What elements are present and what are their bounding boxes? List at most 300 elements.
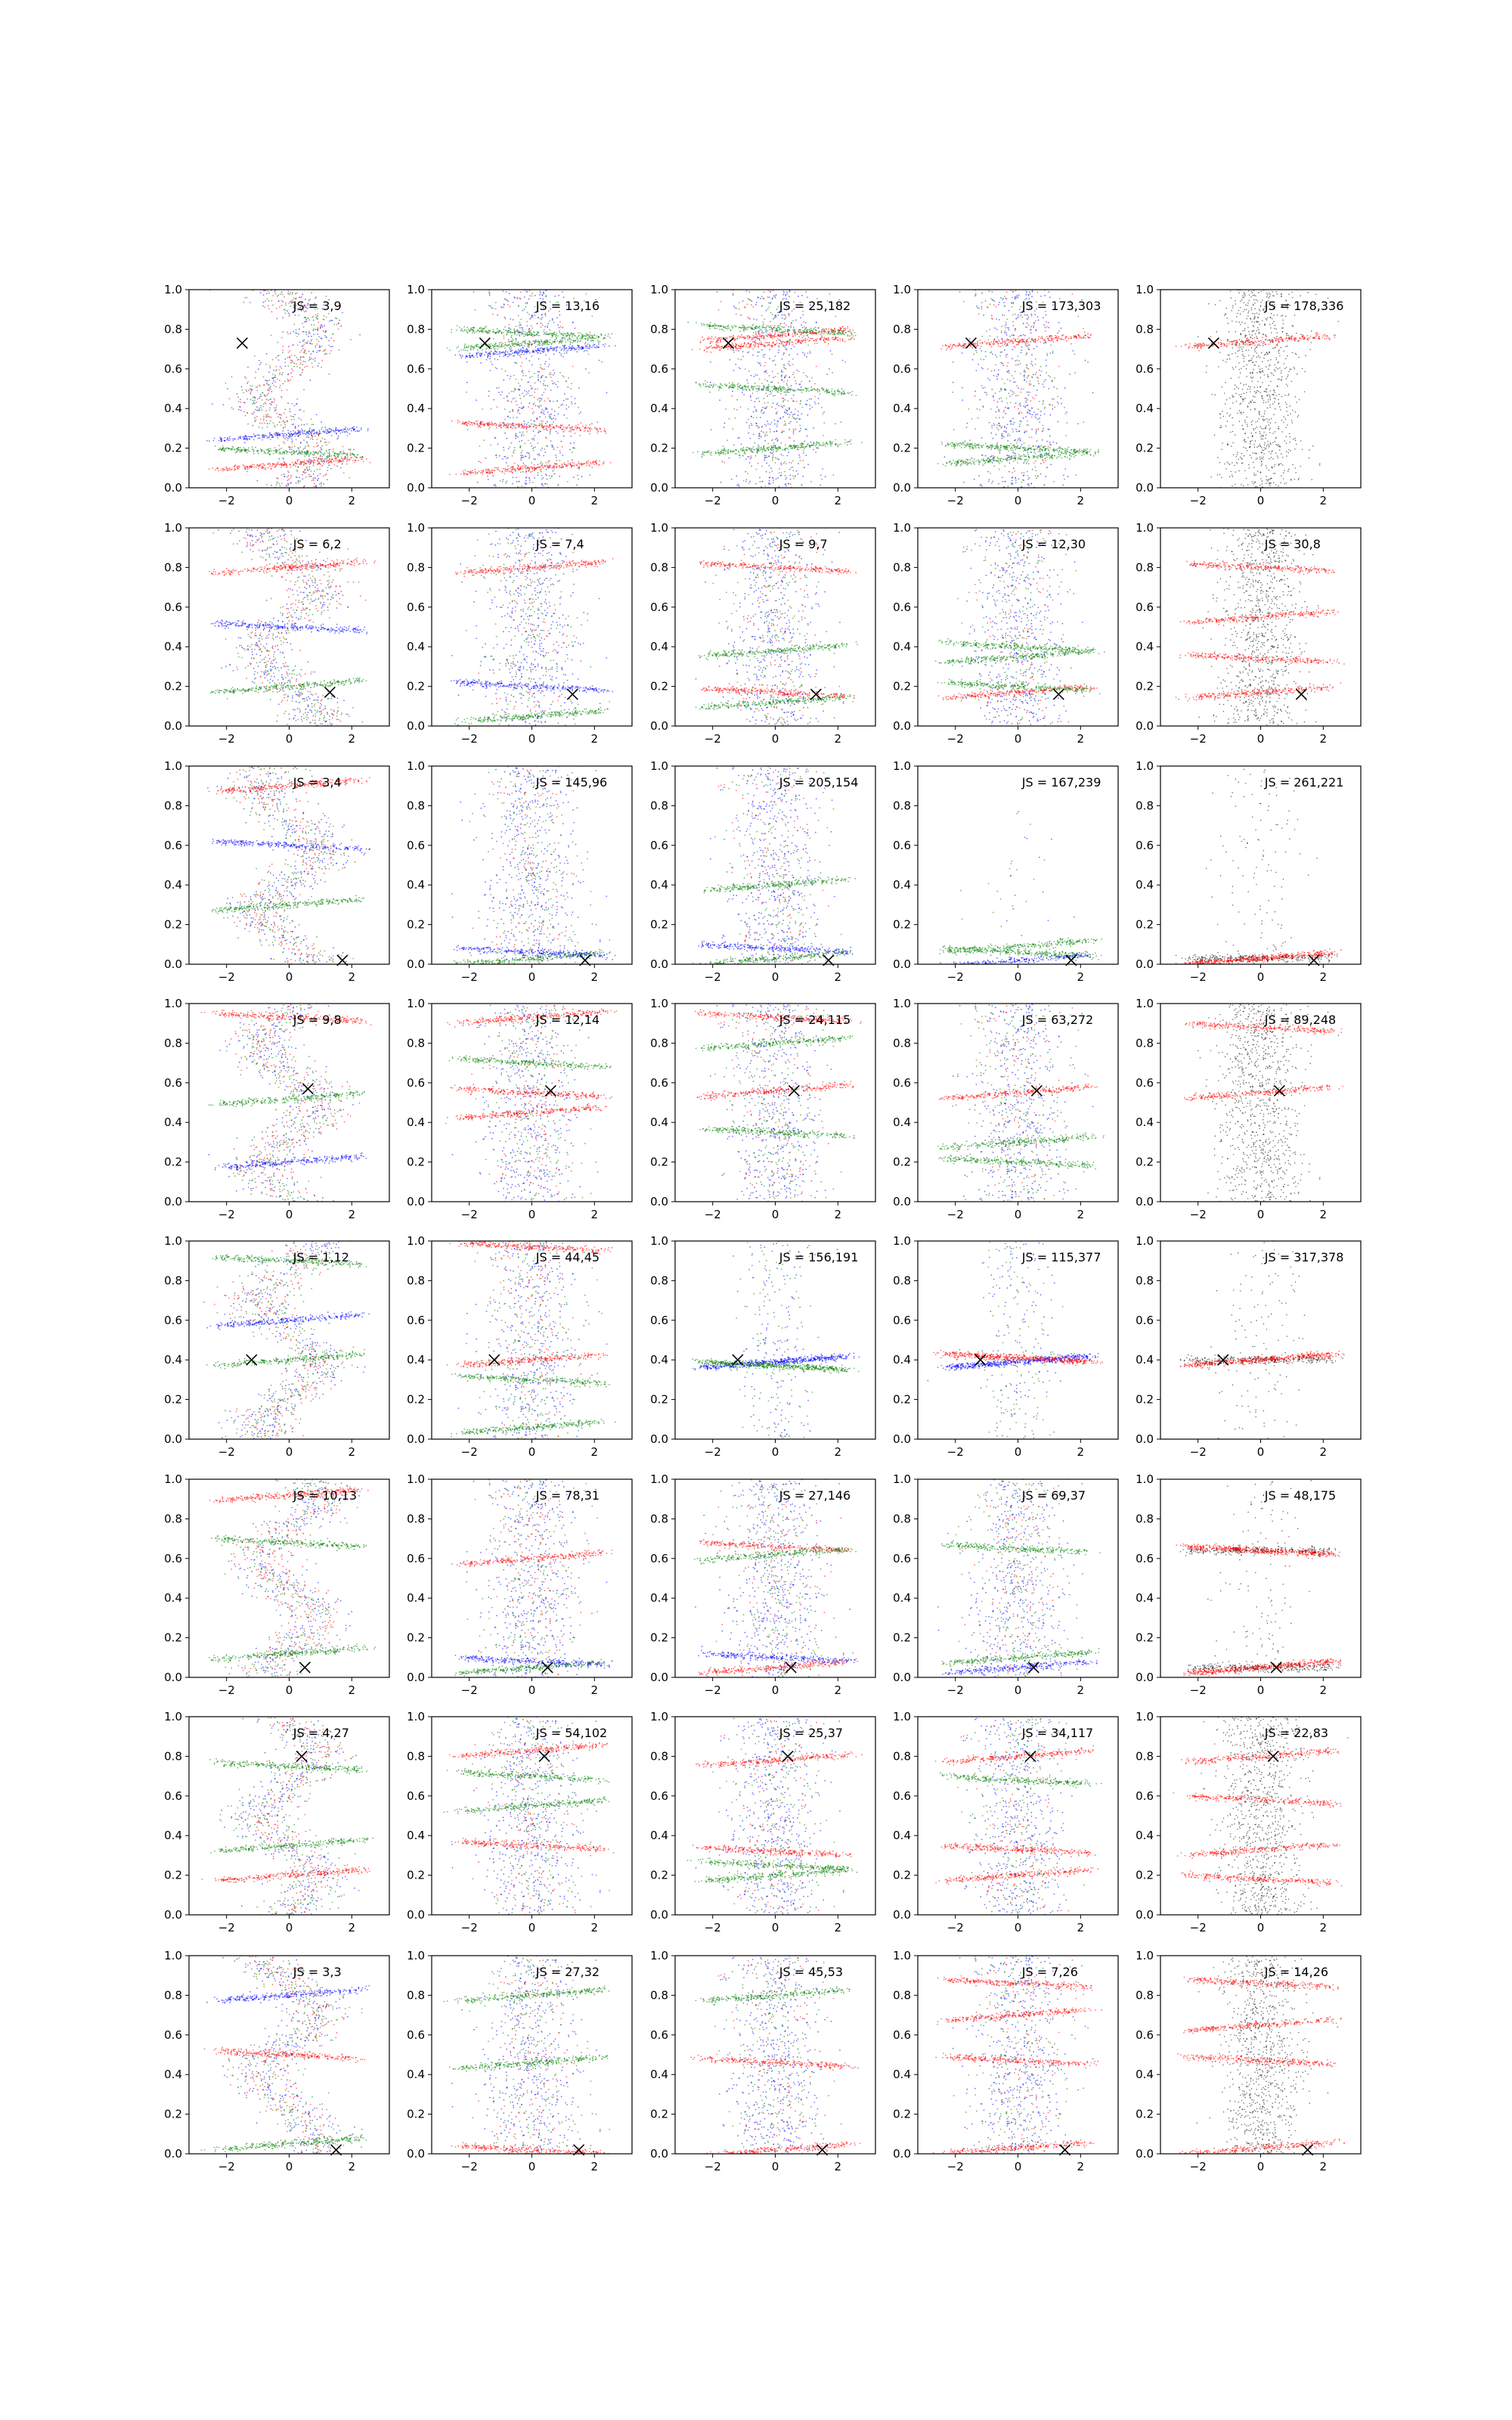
data-point bbox=[781, 442, 782, 444]
data-point bbox=[768, 302, 770, 304]
data-point bbox=[269, 388, 271, 389]
data-point bbox=[356, 427, 358, 428]
data-point bbox=[504, 317, 506, 318]
data-point bbox=[350, 458, 352, 460]
data-point bbox=[810, 481, 812, 482]
data-point bbox=[286, 467, 287, 468]
data-point bbox=[502, 471, 503, 473]
data-point bbox=[822, 330, 823, 331]
data-point bbox=[571, 383, 572, 384]
data-point bbox=[547, 464, 548, 466]
data-point bbox=[499, 424, 500, 426]
data-point bbox=[276, 433, 277, 434]
data-point bbox=[341, 457, 342, 458]
data-point bbox=[505, 342, 507, 343]
data-point bbox=[338, 328, 339, 330]
data-point bbox=[287, 379, 289, 380]
data-point bbox=[749, 462, 751, 464]
data-point bbox=[510, 306, 511, 308]
data-point bbox=[213, 440, 215, 442]
data-point bbox=[816, 321, 817, 323]
data-point bbox=[290, 415, 292, 417]
data-point bbox=[274, 407, 275, 408]
data-point bbox=[297, 345, 299, 346]
data-point bbox=[355, 430, 357, 432]
data-point bbox=[847, 326, 848, 327]
data-point bbox=[483, 439, 485, 441]
data-point bbox=[551, 476, 553, 477]
data-point bbox=[792, 467, 794, 468]
data-point bbox=[733, 352, 735, 353]
data-point bbox=[545, 473, 547, 475]
data-point bbox=[508, 470, 510, 472]
data-point bbox=[796, 401, 798, 402]
data-point bbox=[599, 461, 600, 462]
data-point bbox=[798, 296, 799, 297]
data-point bbox=[752, 335, 754, 337]
data-point bbox=[303, 326, 305, 327]
data-point bbox=[258, 438, 259, 439]
data-point bbox=[789, 354, 790, 355]
data-point bbox=[301, 346, 302, 347]
data-point bbox=[782, 318, 783, 319]
data-point bbox=[709, 392, 711, 393]
data-point bbox=[476, 353, 478, 355]
data-point bbox=[548, 416, 550, 417]
data-point bbox=[739, 455, 741, 456]
data-point bbox=[575, 403, 576, 405]
data-point bbox=[542, 477, 544, 479]
data-point bbox=[524, 464, 525, 466]
data-point bbox=[778, 405, 779, 407]
data-point bbox=[551, 334, 553, 336]
data-point bbox=[560, 353, 562, 355]
data-point bbox=[319, 433, 321, 435]
data-point bbox=[313, 457, 314, 458]
data-point bbox=[793, 478, 795, 479]
data-point bbox=[758, 447, 759, 448]
data-point bbox=[778, 315, 779, 316]
data-point bbox=[764, 337, 765, 338]
data-point bbox=[779, 472, 780, 473]
data-point bbox=[304, 473, 305, 474]
data-point bbox=[274, 425, 275, 427]
data-point bbox=[516, 404, 518, 405]
data-point bbox=[522, 432, 524, 433]
data-point bbox=[559, 460, 560, 461]
data-point bbox=[522, 333, 523, 334]
data-point bbox=[791, 398, 792, 399]
data-point bbox=[553, 448, 555, 450]
data-point bbox=[538, 407, 540, 408]
data-point bbox=[318, 313, 319, 315]
data-point bbox=[565, 336, 567, 337]
data-point bbox=[542, 427, 544, 429]
data-point bbox=[507, 300, 509, 302]
data-point bbox=[752, 341, 754, 343]
data-point bbox=[237, 439, 239, 440]
data-point bbox=[770, 382, 772, 383]
data-point bbox=[284, 473, 285, 475]
data-point bbox=[526, 291, 528, 293]
data-point bbox=[794, 377, 795, 378]
data-point bbox=[522, 463, 524, 464]
data-point bbox=[773, 479, 774, 481]
data-point bbox=[543, 293, 544, 294]
data-point bbox=[516, 417, 518, 418]
data-point bbox=[549, 465, 550, 467]
data-point bbox=[307, 451, 308, 453]
data-point bbox=[544, 380, 545, 382]
data-point bbox=[782, 379, 783, 380]
data-point bbox=[313, 479, 314, 481]
data-point bbox=[743, 330, 745, 331]
data-point bbox=[247, 467, 249, 468]
data-point bbox=[580, 332, 581, 334]
data-point bbox=[777, 373, 779, 374]
data-point bbox=[301, 424, 302, 426]
data-point bbox=[517, 464, 519, 466]
data-point bbox=[771, 422, 773, 424]
data-point bbox=[526, 424, 528, 425]
data-point bbox=[513, 417, 514, 418]
data-point bbox=[521, 350, 522, 352]
data-point bbox=[518, 305, 519, 306]
data-point bbox=[256, 402, 257, 403]
data-point bbox=[491, 421, 492, 423]
data-point bbox=[490, 472, 491, 473]
data-point bbox=[260, 407, 262, 408]
data-point bbox=[547, 467, 549, 468]
data-point bbox=[355, 462, 356, 464]
data-point bbox=[318, 327, 319, 329]
data-point bbox=[303, 356, 305, 358]
data-point bbox=[572, 321, 574, 323]
data-point bbox=[494, 423, 496, 424]
data-point bbox=[254, 355, 256, 357]
data-point bbox=[490, 361, 491, 363]
data-point bbox=[277, 342, 278, 343]
data-point bbox=[340, 325, 342, 327]
data-point bbox=[758, 445, 759, 446]
data-point bbox=[347, 456, 349, 458]
data-point bbox=[755, 374, 757, 376]
data-point bbox=[757, 375, 758, 377]
data-point bbox=[496, 457, 497, 458]
data-point bbox=[511, 469, 513, 470]
data-point bbox=[601, 335, 603, 337]
data-point bbox=[735, 417, 736, 419]
data-point bbox=[314, 358, 316, 359]
data-point bbox=[266, 415, 268, 417]
data-point bbox=[823, 435, 824, 436]
data-point bbox=[282, 463, 284, 464]
data-point bbox=[782, 401, 784, 402]
data-point bbox=[505, 318, 507, 319]
data-point bbox=[351, 430, 352, 432]
data-point bbox=[328, 340, 330, 342]
data-point bbox=[305, 452, 306, 454]
data-point bbox=[268, 414, 269, 415]
data-point bbox=[234, 467, 235, 468]
data-point bbox=[474, 347, 476, 349]
data-point bbox=[246, 399, 248, 400]
data-point bbox=[521, 435, 522, 436]
data-point bbox=[485, 330, 487, 332]
data-point bbox=[760, 417, 761, 418]
data-point bbox=[296, 366, 298, 368]
data-point bbox=[327, 467, 329, 468]
data-point bbox=[520, 445, 522, 447]
data-point bbox=[279, 374, 280, 375]
data-point bbox=[340, 467, 342, 469]
data-point bbox=[475, 309, 476, 311]
data-point bbox=[503, 424, 505, 425]
data-point bbox=[760, 298, 761, 299]
data-point bbox=[528, 346, 530, 348]
data-point bbox=[546, 438, 547, 439]
data-point bbox=[319, 346, 321, 348]
data-point bbox=[761, 332, 763, 334]
data-point bbox=[525, 426, 526, 427]
data-point bbox=[281, 453, 283, 455]
data-point bbox=[510, 353, 511, 355]
data-point bbox=[484, 425, 485, 427]
data-point bbox=[517, 343, 519, 344]
data-point bbox=[552, 341, 553, 343]
data-point bbox=[504, 433, 506, 434]
data-point bbox=[336, 324, 338, 325]
data-point bbox=[272, 463, 274, 464]
data-point bbox=[555, 418, 556, 420]
data-point bbox=[249, 302, 251, 303]
data-point bbox=[476, 331, 477, 333]
data-point bbox=[851, 334, 853, 336]
data-point bbox=[459, 421, 460, 423]
data-point bbox=[295, 432, 296, 433]
data-point bbox=[495, 302, 497, 303]
data-point bbox=[313, 461, 314, 462]
data-point bbox=[456, 330, 457, 331]
data-point bbox=[275, 409, 277, 411]
data-point bbox=[556, 317, 558, 318]
data-point bbox=[558, 414, 559, 415]
data-point bbox=[509, 392, 510, 394]
data-point bbox=[269, 433, 271, 434]
data-point bbox=[779, 331, 780, 333]
data-point bbox=[553, 340, 555, 342]
data-point bbox=[770, 303, 771, 305]
data-point bbox=[781, 464, 782, 465]
data-point bbox=[541, 479, 543, 480]
data-point bbox=[451, 420, 453, 422]
data-point bbox=[529, 377, 531, 378]
data-point bbox=[268, 290, 269, 292]
data-point bbox=[549, 321, 550, 322]
data-point bbox=[249, 388, 251, 389]
data-point bbox=[271, 485, 272, 486]
data-point bbox=[519, 343, 521, 345]
data-point bbox=[348, 430, 349, 431]
data-point bbox=[775, 408, 776, 410]
data-point bbox=[335, 456, 336, 458]
data-point bbox=[264, 423, 265, 424]
data-point bbox=[528, 470, 530, 472]
data-point bbox=[296, 293, 298, 294]
data-point bbox=[531, 462, 533, 464]
data-point bbox=[305, 317, 306, 318]
data-point bbox=[501, 331, 503, 333]
data-point bbox=[504, 408, 506, 410]
data-point bbox=[271, 417, 272, 418]
data-point bbox=[506, 462, 507, 464]
data-point bbox=[509, 355, 510, 356]
y-tick-label: 0.4 bbox=[407, 402, 425, 415]
data-point bbox=[586, 293, 587, 295]
data-point bbox=[262, 466, 263, 467]
data-point bbox=[256, 435, 258, 436]
data-point bbox=[295, 427, 296, 428]
data-point bbox=[259, 396, 261, 398]
data-point bbox=[773, 402, 774, 404]
data-point bbox=[696, 322, 697, 324]
data-point bbox=[248, 436, 249, 437]
data-point bbox=[748, 335, 750, 337]
data-point bbox=[587, 337, 589, 339]
data-point bbox=[280, 448, 281, 450]
data-point bbox=[605, 431, 606, 433]
data-point bbox=[311, 324, 312, 326]
data-point bbox=[789, 475, 791, 476]
data-point bbox=[478, 352, 479, 353]
data-point bbox=[466, 361, 468, 363]
data-point bbox=[577, 427, 578, 429]
data-point bbox=[519, 441, 520, 442]
data-point bbox=[288, 436, 290, 437]
data-point bbox=[702, 456, 703, 458]
x-marker-icon bbox=[237, 338, 247, 349]
data-point bbox=[538, 405, 539, 407]
data-point bbox=[732, 428, 733, 430]
data-point bbox=[245, 439, 246, 440]
data-point bbox=[596, 460, 597, 461]
data-point bbox=[270, 464, 271, 465]
data-point bbox=[557, 381, 559, 383]
data-point bbox=[490, 343, 491, 345]
data-point bbox=[523, 350, 525, 352]
data-point bbox=[225, 437, 226, 439]
data-point bbox=[215, 469, 216, 470]
data-point bbox=[597, 433, 599, 434]
data-point bbox=[546, 342, 547, 343]
data-point bbox=[290, 431, 292, 433]
data-point bbox=[562, 340, 563, 341]
data-point bbox=[783, 398, 785, 399]
data-point bbox=[475, 469, 476, 470]
data-point bbox=[510, 376, 512, 377]
data-point bbox=[792, 336, 794, 337]
data-point bbox=[745, 368, 746, 370]
data-point bbox=[759, 328, 761, 330]
data-point bbox=[521, 345, 522, 346]
data-point bbox=[265, 453, 267, 455]
data-point bbox=[777, 477, 779, 479]
data-point bbox=[276, 484, 277, 486]
data-point bbox=[578, 336, 580, 337]
data-point bbox=[494, 467, 496, 469]
data-point bbox=[308, 467, 310, 468]
data-point bbox=[279, 434, 280, 436]
data-point bbox=[314, 453, 315, 455]
data-point bbox=[330, 337, 332, 339]
data-point bbox=[549, 329, 550, 330]
data-point bbox=[785, 394, 787, 396]
data-point bbox=[260, 362, 262, 364]
data-point bbox=[507, 427, 508, 428]
data-point bbox=[823, 411, 825, 413]
data-point bbox=[311, 431, 313, 433]
data-point bbox=[562, 327, 563, 328]
data-point bbox=[526, 343, 528, 345]
data-point bbox=[247, 367, 249, 368]
data-point bbox=[280, 467, 282, 468]
data-point bbox=[278, 464, 280, 465]
data-point bbox=[821, 479, 823, 480]
data-point bbox=[497, 467, 499, 468]
data-point bbox=[747, 352, 748, 354]
data-point bbox=[347, 428, 349, 430]
data-point bbox=[295, 332, 296, 334]
data-point bbox=[574, 335, 575, 337]
data-point bbox=[264, 437, 265, 439]
data-point bbox=[532, 482, 534, 483]
data-point bbox=[307, 453, 308, 455]
data-point bbox=[778, 352, 779, 353]
data-point bbox=[758, 362, 759, 364]
data-point bbox=[811, 334, 813, 335]
data-point bbox=[596, 429, 597, 430]
data-point bbox=[720, 339, 722, 340]
data-point bbox=[221, 440, 222, 442]
data-point bbox=[750, 458, 751, 459]
data-point bbox=[794, 346, 795, 348]
data-point bbox=[472, 472, 473, 473]
data-point bbox=[562, 464, 563, 465]
data-point bbox=[497, 315, 498, 316]
data-point bbox=[829, 293, 831, 295]
data-point bbox=[595, 347, 596, 349]
data-point bbox=[509, 343, 510, 345]
data-point bbox=[299, 450, 300, 451]
data-point bbox=[579, 413, 581, 414]
data-point bbox=[755, 304, 757, 306]
data-point bbox=[512, 455, 513, 457]
data-point bbox=[267, 423, 268, 424]
data-point bbox=[492, 345, 494, 346]
data-point bbox=[539, 294, 541, 296]
data-point bbox=[265, 396, 266, 397]
data-point bbox=[538, 332, 539, 334]
data-point bbox=[559, 321, 561, 323]
data-point bbox=[541, 466, 542, 467]
data-point bbox=[564, 337, 565, 339]
data-point bbox=[765, 329, 767, 330]
data-point bbox=[569, 449, 571, 451]
data-point bbox=[319, 483, 321, 485]
data-point bbox=[578, 468, 580, 470]
data-point bbox=[801, 381, 802, 383]
data-point bbox=[298, 432, 299, 433]
